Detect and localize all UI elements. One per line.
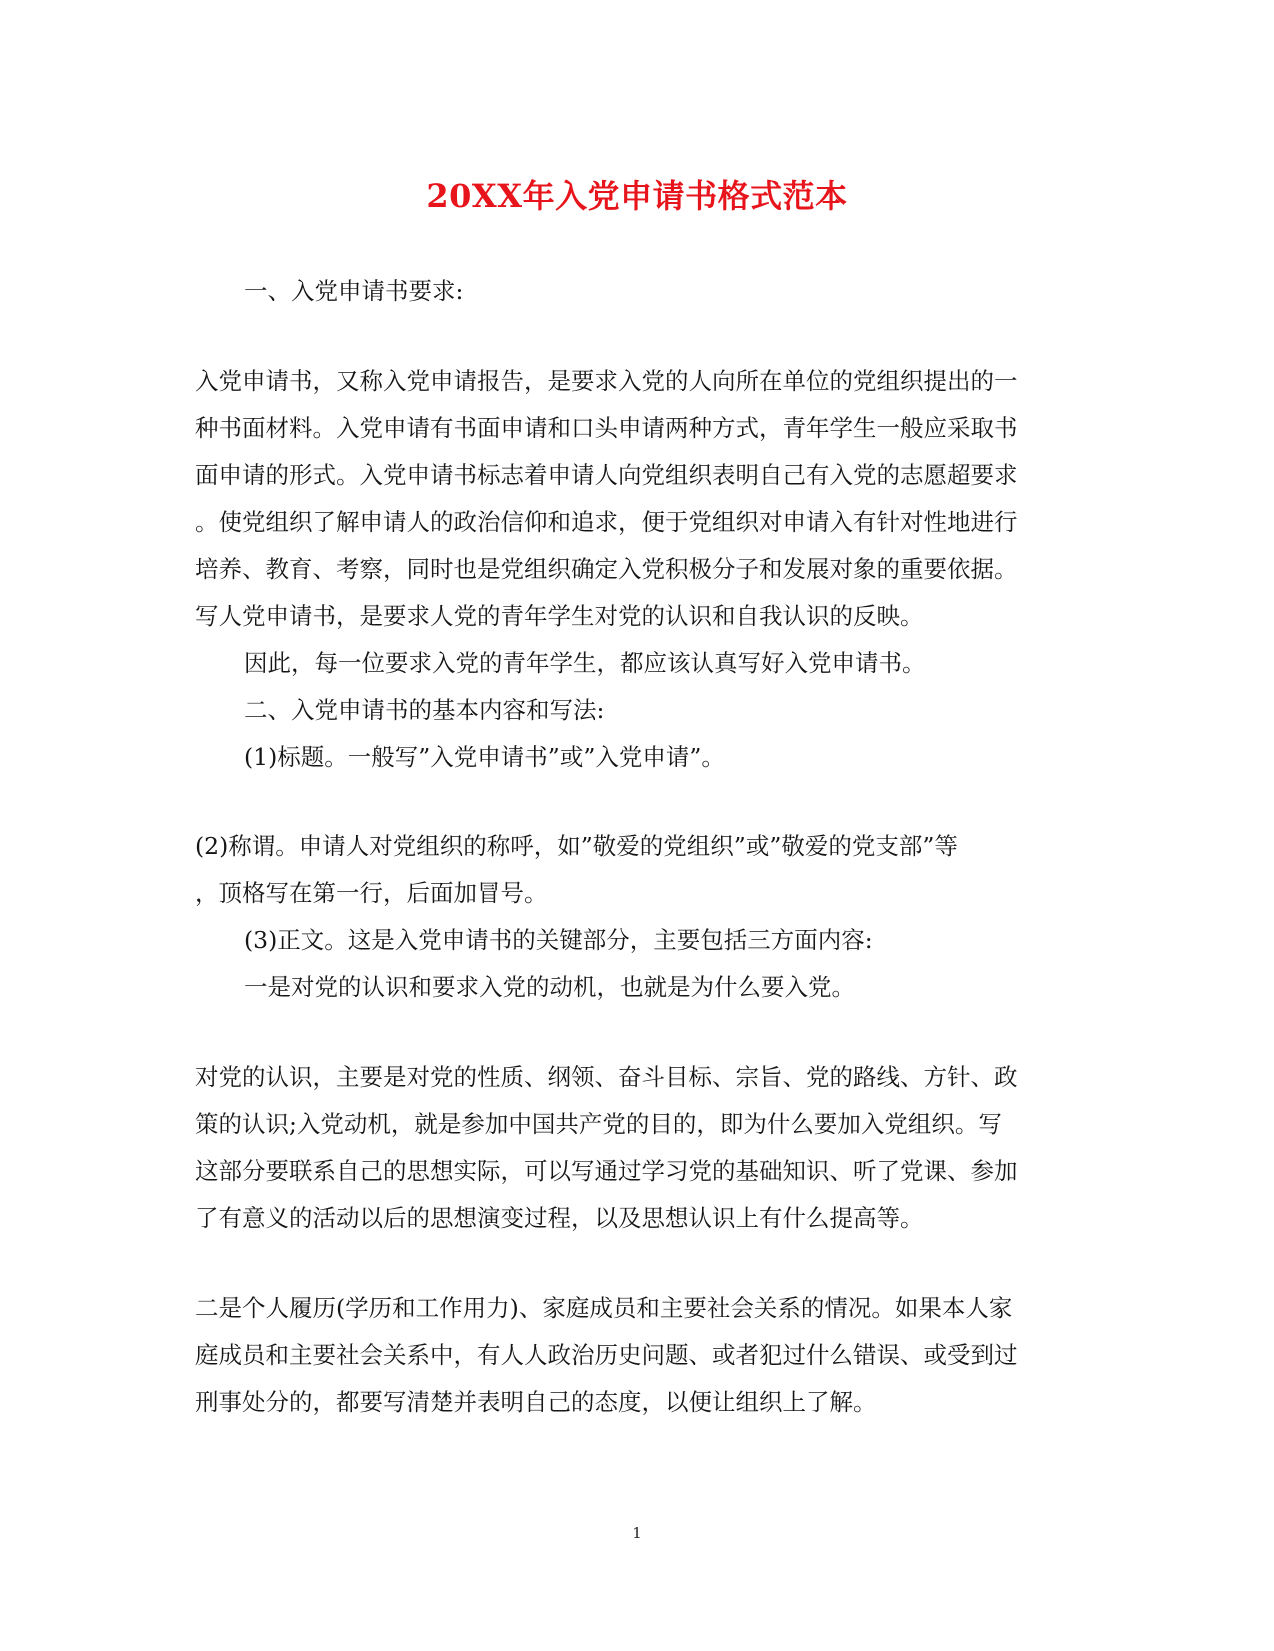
paragraph-line: 策的认识;入党动机，就是参加中国共产党的目的，即为什么要加入党组织。写: [195, 1110, 1002, 1138]
paragraph-line: 庭成员和主要社会关系中，有人人政治历史问题、或者犯过什么错误、或受到过: [195, 1341, 1018, 1369]
paragraph-line: 写人党申请书，是要求人党的青年学生对党的认识和自我认识的反映。: [195, 602, 924, 630]
page-number: 1: [632, 1524, 642, 1542]
paragraph-line: ，顶格写在第一行，后面加冒号。: [195, 879, 548, 907]
paragraph-line: 因此，每一位要求入党的青年学生，都应该认真写好入党申请书。: [244, 649, 926, 677]
document-title: 20XX年入党申请书格式范本: [426, 177, 848, 215]
paragraph-line: 了有意义的活动以后的思想演变过程，以及思想认识上有什么提高等。: [195, 1204, 924, 1232]
paragraph-line: 刑事处分的，都要写清楚并表明自己的态度，以便让组织上了解。: [195, 1388, 877, 1416]
section-heading-content: 二、入党申请书的基本内容和写法:: [244, 696, 605, 724]
paragraph-line: 一是对党的认识和要求入党的动机，也就是为什么要入党。: [244, 973, 855, 1001]
paragraph-line: 种书面材料。入党申请有书面申请和口头申请两种方式，青年学生一般应采取书: [195, 414, 1018, 442]
section-heading-requirements: 一、入党申请书要求:: [244, 277, 464, 305]
paragraph-line: 二是个人履历(学历和工作用力)、家庭成员和主要社会关系的情况。如果本人家: [195, 1294, 1013, 1322]
paragraph-line: 入党申请书，又称入党申请报告，是要求入党的人向所在单位的党组织提出的一: [195, 367, 1018, 395]
paragraph-line: 。使党组织了解申请人的政治信仰和追求，便于党组织对申请入有针对性地进行: [195, 508, 1018, 536]
paragraph-line: 面申请的形式。入党申请书标志着申请人向党组织表明自己有入党的志愿超要求: [195, 461, 1018, 489]
list-item-body: (3)正文。这是入党申请书的关键部分，主要包括三方面内容:: [244, 926, 873, 954]
paragraph-line: 这部分要联系自己的思想实际，可以写通过学习党的基础知识、听了党课、参加: [195, 1157, 1018, 1185]
list-item-title: (1)标题。一般写”入党申请书”或”入党申请”。: [244, 743, 725, 771]
paragraph-line: 对党的认识，主要是对党的性质、纲领、奋斗目标、宗旨、党的路线、方针、政: [195, 1063, 1018, 1091]
list-item-salutation: (2)称谓。申请人对党组织的称呼，如”敬爱的党组织”或”敬爱的党支部”等: [195, 832, 958, 860]
paragraph-line: 培养、教育、考察，同时也是党组织确定入党积极分子和发展对象的重要依据。: [195, 555, 1018, 583]
